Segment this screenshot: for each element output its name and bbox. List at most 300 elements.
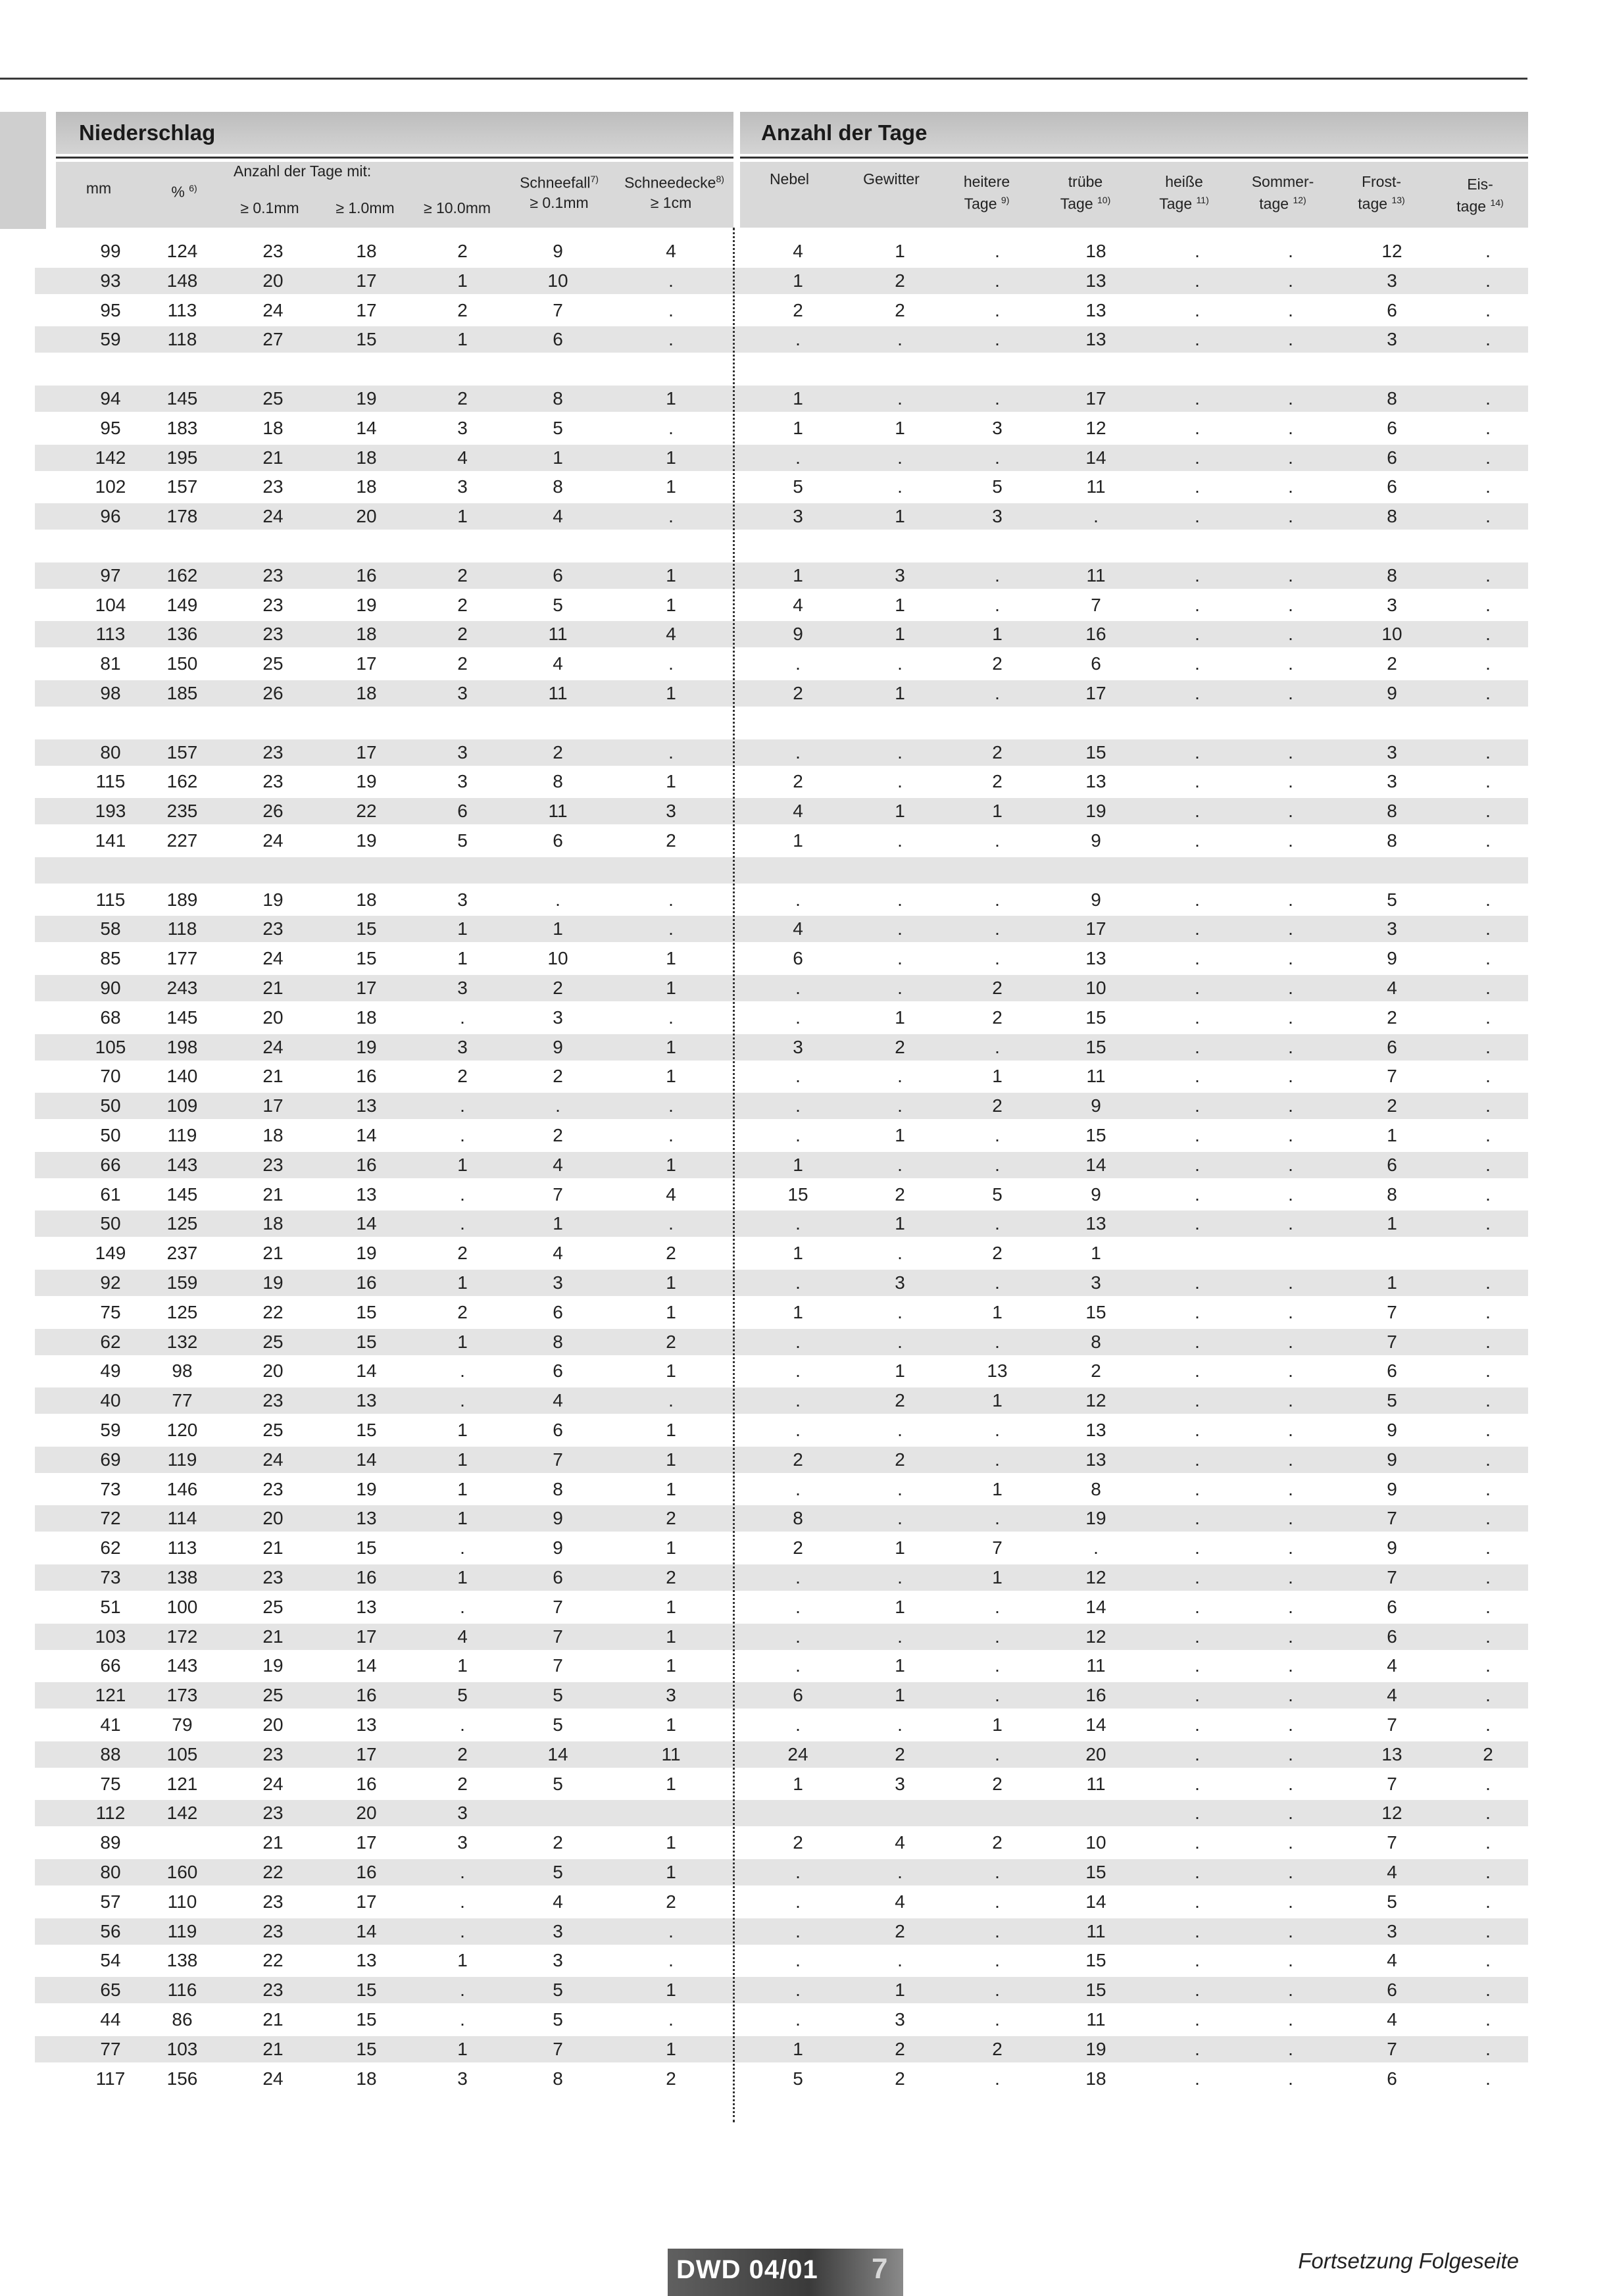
cell-schneefall: 8 xyxy=(553,771,563,791)
cell-heitere-tage: 7 xyxy=(992,1537,1003,1558)
cell-ge-1-0mm: 15 xyxy=(356,948,377,968)
cell-ge-10-0mm: 2 xyxy=(457,1243,468,1263)
cell-sommertage: . xyxy=(1288,388,1293,409)
cell-ge-10-0mm: . xyxy=(460,1390,465,1410)
cell-schneefall: . xyxy=(555,889,560,910)
cell-schneefall: 6 xyxy=(553,1567,563,1587)
cell-eistage: . xyxy=(1485,2068,1491,2089)
cell-sommertage: . xyxy=(1288,1184,1293,1205)
cell-eistage: . xyxy=(1485,1213,1491,1234)
cell-schneedecke: 2 xyxy=(666,1891,676,1912)
cell-ge-10-0mm: 1 xyxy=(457,1420,468,1440)
cell-gewitter: 4 xyxy=(895,1891,905,1912)
cell-heisse-tage: . xyxy=(1195,329,1200,349)
header-frosttage: Frost- tage $^{13)}$ xyxy=(1358,173,1405,212)
cell-gewitter: 2 xyxy=(895,1449,905,1470)
cell-schneefall xyxy=(518,533,597,559)
cell-ge-10-0mm: 1 xyxy=(457,329,468,349)
cell-schneefall: 11 xyxy=(548,683,568,703)
cell-eistage: . xyxy=(1485,1980,1491,2000)
cell-percent: 138 xyxy=(166,1567,198,1587)
cell-ge-10-0mm: 3 xyxy=(457,1832,468,1853)
cell-nebel: 9 xyxy=(793,624,803,644)
cell-ge-10-0mm: 1 xyxy=(457,1332,468,1352)
cell-sommertage: . xyxy=(1288,1302,1293,1322)
cell-mm: 121 xyxy=(95,1685,126,1705)
table-row xyxy=(35,1447,1528,1473)
table-row xyxy=(35,1152,1528,1178)
cell-heisse-tage: . xyxy=(1195,1125,1200,1145)
cell-mm: 99 xyxy=(100,241,121,261)
cell-ge-10-0mm: . xyxy=(460,2009,465,2030)
cell-ge-0-1mm: 23 xyxy=(262,565,284,586)
cell-ge-0-1mm: 24 xyxy=(262,506,284,526)
section-rule-right xyxy=(740,157,1528,159)
cell-sommertage: . xyxy=(1288,300,1293,320)
cell-mm: 80 xyxy=(100,742,121,762)
cell-heisse-tage xyxy=(1158,356,1237,382)
cell-schneefall: 11 xyxy=(548,801,568,821)
cell-frosttage: 6 xyxy=(1387,476,1397,497)
cell-gewitter: . xyxy=(897,388,903,409)
cell-heitere-tage xyxy=(958,356,1037,382)
table-row xyxy=(35,533,1528,559)
cell-ge-1-0mm: 18 xyxy=(356,683,377,703)
cell-gewitter: 1 xyxy=(895,683,905,703)
cell-nebel: 1 xyxy=(793,1302,803,1322)
cell-heitere-tage xyxy=(958,1800,1037,1826)
cell-percent xyxy=(143,857,222,884)
cell-truebe-tage: 14 xyxy=(1085,1597,1106,1617)
cell-schneedecke: 1 xyxy=(666,1980,676,2000)
cell-gewitter: . xyxy=(897,1243,903,1263)
cell-eistage: . xyxy=(1485,447,1491,468)
cell-schneefall: 7 xyxy=(553,1597,563,1617)
cell-heitere-tage: 1 xyxy=(992,1567,1003,1587)
cell-schneefall: 5 xyxy=(553,2009,563,2030)
cell-ge-1-0mm: 15 xyxy=(356,1332,377,1352)
cell-nebel: . xyxy=(795,1714,801,1735)
cell-ge-10-0mm: . xyxy=(460,1007,465,1028)
cell-ge-1-0mm: 18 xyxy=(356,447,377,468)
cell-frosttage: 2 xyxy=(1387,1007,1397,1028)
cell-percent xyxy=(143,1830,222,1856)
cell-heitere-tage: . xyxy=(995,270,1000,291)
cell-frosttage: 5 xyxy=(1387,1390,1397,1410)
cell-gewitter: 1 xyxy=(895,1360,905,1381)
section-header-anzahl-der-tage: Anzahl der Tage xyxy=(740,112,1528,154)
cell-sommertage xyxy=(1251,1240,1330,1266)
cell-ge-10-0mm: 3 xyxy=(457,683,468,703)
cell-nebel: . xyxy=(795,1862,801,1882)
cell-eistage: . xyxy=(1485,1832,1491,1853)
cell-schneefall: 5 xyxy=(553,1714,563,1735)
cell-ge-0-1mm: 24 xyxy=(262,1037,284,1057)
cell-heitere-tage: . xyxy=(995,1626,1000,1647)
table-row xyxy=(35,1093,1528,1119)
cell-ge-10-0mm: . xyxy=(460,1891,465,1912)
cell-heisse-tage: . xyxy=(1195,1921,1200,1941)
cell-ge-1-0mm: 15 xyxy=(356,1980,377,2000)
cell-heitere-tage: . xyxy=(995,1037,1000,1057)
cell-percent: 113 xyxy=(167,1537,197,1558)
cell-eistage: . xyxy=(1485,1066,1491,1086)
cell-ge-1-0mm: 15 xyxy=(356,918,377,939)
cell-gewitter: 2 xyxy=(895,1184,905,1205)
cell-ge-10-0mm: 4 xyxy=(457,1626,468,1647)
cell-nebel: 4 xyxy=(793,918,803,939)
cell-percent: 243 xyxy=(166,978,198,998)
cell-schneedecke: 1 xyxy=(666,1774,676,1794)
cell-percent: 145 xyxy=(166,1007,198,1028)
cell-ge-1-0mm: 17 xyxy=(356,270,377,291)
cell-percent: 124 xyxy=(166,241,198,261)
cell-ge-1-0mm xyxy=(327,857,406,884)
cell-frosttage xyxy=(1352,533,1431,559)
cell-frosttage: 4 xyxy=(1387,2009,1397,2030)
cell-ge-1-0mm: 13 xyxy=(356,1390,377,1410)
cell-nebel: . xyxy=(795,1420,801,1440)
table-row xyxy=(35,1741,1528,1768)
cell-percent: 143 xyxy=(166,1655,198,1676)
table-row xyxy=(35,2007,1528,2033)
table-row xyxy=(35,857,1528,884)
cell-sommertage: . xyxy=(1288,476,1293,497)
cell-sommertage: . xyxy=(1288,1655,1293,1676)
cell-ge-1-0mm: 20 xyxy=(356,1803,377,1823)
cell-nebel: . xyxy=(795,742,801,762)
cell-mm: 50 xyxy=(100,1125,121,1145)
cell-truebe-tage: 13 xyxy=(1085,270,1106,291)
header-schneedecke: Schneedecke$^{8)}$ xyxy=(624,174,724,191)
cell-truebe-tage: 11 xyxy=(1086,565,1106,586)
cell-percent: 146 xyxy=(166,1479,198,1499)
cell-schneedecke: 3 xyxy=(666,801,676,821)
cell-eistage: . xyxy=(1485,1095,1491,1116)
cell-frosttage: 4 xyxy=(1387,1862,1397,1882)
cell-heisse-tage: . xyxy=(1195,1272,1200,1293)
table-row xyxy=(35,1387,1528,1414)
cell-eistage: . xyxy=(1485,1272,1491,1293)
cell-percent: 98 xyxy=(172,1360,193,1381)
cell-ge-1-0mm: 15 xyxy=(356,329,377,349)
cell-sommertage: . xyxy=(1288,1420,1293,1440)
cell-truebe-tage: 16 xyxy=(1085,1685,1106,1705)
cell-schneedecke: 1 xyxy=(666,771,676,791)
cell-nebel: . xyxy=(795,1272,801,1293)
table-row xyxy=(35,503,1528,530)
cell-gewitter: 1 xyxy=(895,1213,905,1234)
cell-nebel: . xyxy=(795,1597,801,1617)
cell-heitere-tage: . xyxy=(995,241,1000,261)
cell-schneefall xyxy=(518,710,597,736)
cell-heitere-tage: . xyxy=(995,1891,1000,1912)
cell-schneedecke: 11 xyxy=(661,1744,681,1764)
cell-sommertage: . xyxy=(1288,1537,1293,1558)
cell-ge-10-0mm: 2 xyxy=(457,300,468,320)
cell-nebel: 4 xyxy=(793,801,803,821)
continuation-note: Fortsetzung Folgeseite xyxy=(1298,2249,1519,2273)
cell-nebel: . xyxy=(795,1626,801,1647)
cell-truebe-tage: 15 xyxy=(1085,1950,1106,1970)
table-row xyxy=(35,386,1528,412)
cell-gewitter: 1 xyxy=(895,595,905,615)
cell-nebel: . xyxy=(795,329,801,349)
cell-mm xyxy=(71,857,150,884)
cell-heitere-tage: 3 xyxy=(992,506,1003,526)
cell-percent: 116 xyxy=(167,1980,197,2000)
cell-heitere-tage: 1 xyxy=(992,1390,1003,1410)
cell-ge-0-1mm: 25 xyxy=(262,1685,284,1705)
cell-mm: 115 xyxy=(95,771,126,791)
cell-frosttage: 7 xyxy=(1387,1508,1397,1528)
cell-eistage: . xyxy=(1485,918,1491,939)
cell-truebe-tage: 15 xyxy=(1085,1862,1106,1882)
cell-ge-0-1mm: 23 xyxy=(262,1567,284,1587)
cell-ge-1-0mm: 13 xyxy=(356,1714,377,1735)
cell-ge-0-1mm: 21 xyxy=(262,1832,284,1853)
cell-heisse-tage: . xyxy=(1195,1950,1200,1970)
cell-schneefall: 8 xyxy=(553,1479,563,1499)
cell-mm: 94 xyxy=(100,388,121,409)
cell-ge-1-0mm: 13 xyxy=(356,1095,377,1116)
cell-schneedecke: . xyxy=(668,2009,674,2030)
cell-ge-10-0mm: 3 xyxy=(457,1037,468,1057)
cell-gewitter: . xyxy=(897,742,903,762)
cell-schneedecke: 4 xyxy=(666,624,676,644)
cell-truebe-tage: . xyxy=(1093,506,1099,526)
cell-frosttage: 6 xyxy=(1387,1155,1397,1175)
cell-frosttage: 4 xyxy=(1387,1685,1397,1705)
cell-sommertage: . xyxy=(1288,1213,1293,1234)
cell-frosttage xyxy=(1352,356,1431,382)
table-row xyxy=(35,297,1528,324)
table-row xyxy=(35,562,1528,589)
cell-heitere-tage: . xyxy=(995,1744,1000,1764)
cell-eistage: . xyxy=(1485,595,1491,615)
footer-badge-label: DWD 04/01 xyxy=(676,2255,818,2284)
cell-schneefall: 7 xyxy=(553,2039,563,2059)
cell-heitere-tage: . xyxy=(995,1449,1000,1470)
cell-percent: 140 xyxy=(166,1066,198,1086)
cell-schneedecke: 1 xyxy=(666,1626,676,1647)
cell-heitere-tage: . xyxy=(995,1155,1000,1175)
cell-ge-0-1mm: 25 xyxy=(262,1597,284,1617)
cell-sommertage: . xyxy=(1288,889,1293,910)
cell-schneedecke: . xyxy=(668,506,674,526)
cell-heitere-tage xyxy=(958,710,1037,736)
cell-sommertage: . xyxy=(1288,1360,1293,1381)
cell-ge-10-0mm: 2 xyxy=(457,595,468,615)
cell-heitere-tage: . xyxy=(995,2009,1000,2030)
cell-nebel: . xyxy=(795,1950,801,1970)
cell-eistage: . xyxy=(1485,1567,1491,1587)
table-row xyxy=(35,1270,1528,1296)
cell-frosttage: 6 xyxy=(1387,1597,1397,1617)
cell-schneefall: 7 xyxy=(553,1449,563,1470)
cell-gewitter: . xyxy=(897,918,903,939)
cell-schneefall: 1 xyxy=(553,918,563,939)
cell-nebel: 5 xyxy=(793,2068,803,2089)
cell-percent: 120 xyxy=(166,1420,198,1440)
cell-schneedecke: . xyxy=(668,1950,674,1970)
cell-heisse-tage: . xyxy=(1195,1567,1200,1587)
cell-schneedecke: 1 xyxy=(666,1479,676,1499)
cell-heisse-tage: . xyxy=(1195,418,1200,438)
cell-ge-10-0mm: 2 xyxy=(457,1302,468,1322)
cell-eistage: . xyxy=(1485,1360,1491,1381)
cell-sommertage: . xyxy=(1288,1891,1293,1912)
cell-ge-1-0mm: 18 xyxy=(356,476,377,497)
cell-heitere-tage: . xyxy=(995,2068,1000,2089)
cell-ge-1-0mm: 13 xyxy=(356,1184,377,1205)
cell-frosttage: 7 xyxy=(1387,1302,1397,1322)
cell-sommertage: . xyxy=(1288,1950,1293,1970)
cell-ge-0-1mm: 24 xyxy=(262,830,284,851)
cell-schneefall: 4 xyxy=(553,653,563,674)
cell-eistage xyxy=(1449,1240,1527,1266)
cell-mm: 92 xyxy=(100,1272,121,1293)
cell-heisse-tage: . xyxy=(1195,1655,1200,1676)
cell-truebe-tage: 15 xyxy=(1085,1302,1106,1322)
cell-heitere-tage: . xyxy=(995,565,1000,586)
cell-frosttage: 5 xyxy=(1387,1891,1397,1912)
cell-ge-10-0mm: 6 xyxy=(457,801,468,821)
cell-mm: 73 xyxy=(100,1567,121,1587)
cell-nebel: . xyxy=(795,2009,801,2030)
table-row xyxy=(35,2066,1528,2092)
cell-percent: 110 xyxy=(167,1891,197,1912)
cell-schneefall: 4 xyxy=(553,1155,563,1175)
cell-eistage: . xyxy=(1485,1390,1491,1410)
cell-heisse-tage: . xyxy=(1195,1626,1200,1647)
cell-heitere-tage: . xyxy=(995,948,1000,968)
cell-ge-1-0mm: 13 xyxy=(356,1508,377,1528)
cell-sommertage: . xyxy=(1288,418,1293,438)
cell-heitere-tage: 2 xyxy=(992,1832,1003,1853)
cell-truebe-tage: 17 xyxy=(1085,388,1106,409)
cell-ge-0-1mm: 21 xyxy=(262,2039,284,2059)
cell-eistage: . xyxy=(1485,801,1491,821)
cell-truebe-tage: 12 xyxy=(1085,1626,1106,1647)
cell-sommertage: . xyxy=(1288,1685,1293,1705)
cell-nebel xyxy=(758,857,837,884)
page-number: 7 xyxy=(872,2253,888,2285)
cell-frosttage: 8 xyxy=(1387,388,1397,409)
table-row xyxy=(35,1505,1528,1532)
cell-frosttage: 3 xyxy=(1387,771,1397,791)
cell-ge-0-1mm: 23 xyxy=(262,918,284,939)
cell-schneefall: 3 xyxy=(553,1950,563,1970)
cell-nebel: 1 xyxy=(793,388,803,409)
cell-gewitter xyxy=(860,356,939,382)
cell-sommertage: . xyxy=(1288,948,1293,968)
cell-ge-0-1mm: 21 xyxy=(262,1184,284,1205)
table-row xyxy=(35,1682,1528,1709)
cell-mm: 103 xyxy=(95,1626,126,1647)
cell-frosttage xyxy=(1352,857,1431,884)
cell-schneefall: 8 xyxy=(553,476,563,497)
cell-ge-1-0mm: 14 xyxy=(356,1213,377,1234)
cell-percent: 157 xyxy=(166,476,198,497)
cell-heitere-tage: . xyxy=(995,918,1000,939)
cell-gewitter: 3 xyxy=(895,1272,905,1293)
cell-mm xyxy=(71,533,150,559)
cell-gewitter: 2 xyxy=(895,1921,905,1941)
cell-eistage: . xyxy=(1485,830,1491,851)
table-row xyxy=(35,2036,1528,2062)
cell-ge-0-1mm: 18 xyxy=(262,1213,284,1234)
cell-frosttage: 9 xyxy=(1387,1449,1397,1470)
cell-truebe-tage: 18 xyxy=(1085,241,1106,261)
cell-schneefall: 8 xyxy=(553,2068,563,2089)
cell-percent: 118 xyxy=(167,329,197,349)
cell-schneedecke: . xyxy=(668,1390,674,1410)
cell-mm: 66 xyxy=(100,1655,121,1676)
cell-truebe-tage: 18 xyxy=(1085,2068,1106,2089)
cell-gewitter: 1 xyxy=(895,1655,905,1676)
cell-ge-1-0mm xyxy=(327,533,406,559)
cell-eistage: . xyxy=(1485,771,1491,791)
cell-percent: 237 xyxy=(166,1243,198,1263)
cell-frosttage: 3 xyxy=(1387,595,1397,615)
cell-percent: 119 xyxy=(167,1921,197,1941)
table-row xyxy=(35,1947,1528,1974)
cell-frosttage: 9 xyxy=(1387,1537,1397,1558)
table-row xyxy=(35,1771,1528,1797)
cell-percent: 183 xyxy=(166,418,198,438)
cell-ge-1-0mm: 15 xyxy=(356,1302,377,1322)
cell-schneefall: 5 xyxy=(553,1685,563,1705)
cell-ge-10-0mm: 1 xyxy=(457,1272,468,1293)
cell-mm: 77 xyxy=(100,2039,121,2059)
cell-sommertage: . xyxy=(1288,506,1293,526)
cell-eistage: . xyxy=(1485,1125,1491,1145)
cell-percent: 185 xyxy=(166,683,198,703)
cell-nebel: . xyxy=(795,1066,801,1086)
cell-schneefall: 7 xyxy=(553,1655,563,1676)
cell-gewitter: 1 xyxy=(895,1125,905,1145)
cell-frosttage xyxy=(1352,1240,1431,1266)
cell-ge-0-1mm: 23 xyxy=(262,595,284,615)
cell-schneedecke: 1 xyxy=(666,1862,676,1882)
cell-percent: 109 xyxy=(166,1095,198,1116)
cell-schneefall: 5 xyxy=(553,1980,563,2000)
cell-ge-10-0mm: 2 xyxy=(457,1744,468,1764)
cell-schneedecke: 2 xyxy=(666,1332,676,1352)
cell-sommertage: . xyxy=(1288,653,1293,674)
cell-eistage: . xyxy=(1485,742,1491,762)
cell-gewitter: . xyxy=(897,1567,903,1587)
cell-mm xyxy=(71,710,150,736)
cell-mm: 102 xyxy=(95,476,126,497)
cell-percent: 143 xyxy=(166,1155,198,1175)
cell-ge-1-0mm: 16 xyxy=(356,1272,377,1293)
cell-sommertage: . xyxy=(1288,1980,1293,2000)
cell-frosttage: 4 xyxy=(1387,1655,1397,1676)
cell-nebel: 2 xyxy=(793,1449,803,1470)
cell-heisse-tage: . xyxy=(1195,801,1200,821)
cell-nebel: 2 xyxy=(793,1832,803,1853)
cell-ge-0-1mm: 18 xyxy=(262,1125,284,1145)
cell-eistage: . xyxy=(1485,1449,1491,1470)
cell-frosttage: 6 xyxy=(1387,300,1397,320)
cell-mm: 65 xyxy=(100,1980,121,2000)
cell-percent: 145 xyxy=(166,1184,198,1205)
cell-ge-10-0mm: 3 xyxy=(457,476,468,497)
cell-ge-0-1mm: 27 xyxy=(262,329,284,349)
cell-ge-0-1mm: 23 xyxy=(262,771,284,791)
